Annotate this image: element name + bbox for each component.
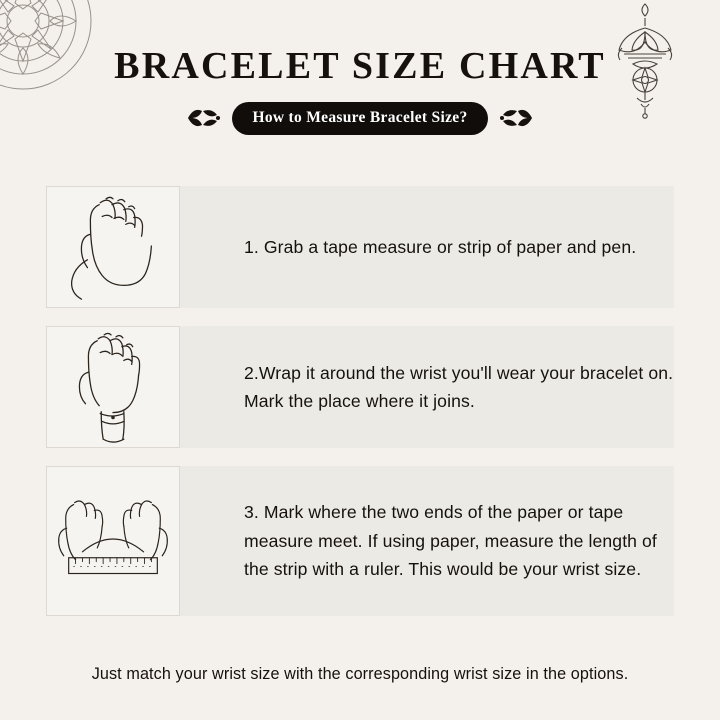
wrap-tape-around-wrist-illustration — [46, 326, 180, 448]
measure-strip-with-ruler-illustration — [46, 466, 180, 616]
step-text: 2.Wrap it around the wrist you'll wear your bracelet on. Mark the place where it joins. — [244, 362, 674, 411]
step-row — [0, 186, 720, 308]
step-row — [0, 326, 720, 448]
step-row — [0, 466, 720, 616]
steps-list — [0, 186, 720, 634]
closed-fist-illustration — [46, 186, 180, 308]
step-text: 1. Grab a tape measure or strip of paper and pen. — [244, 236, 637, 257]
page-title: BRACELET SIZE CHART — [114, 45, 606, 87]
leaf-flourish-right-icon — [500, 105, 534, 131]
subtitle-pill: How to Measure Bracelet Size? — [232, 102, 487, 135]
page-header — [0, 46, 720, 135]
footer-note: Just match your wrist size with the corresponding wrist size in the options. — [91, 665, 629, 683]
subtitle-row — [0, 102, 720, 135]
leaf-flourish-left-icon — [186, 105, 220, 131]
step-text: 3. Mark where the two ends of the paper or tape measure meet. If using paper, measure the length of the strip with a ruler. This would be your wrist size. — [244, 502, 657, 580]
